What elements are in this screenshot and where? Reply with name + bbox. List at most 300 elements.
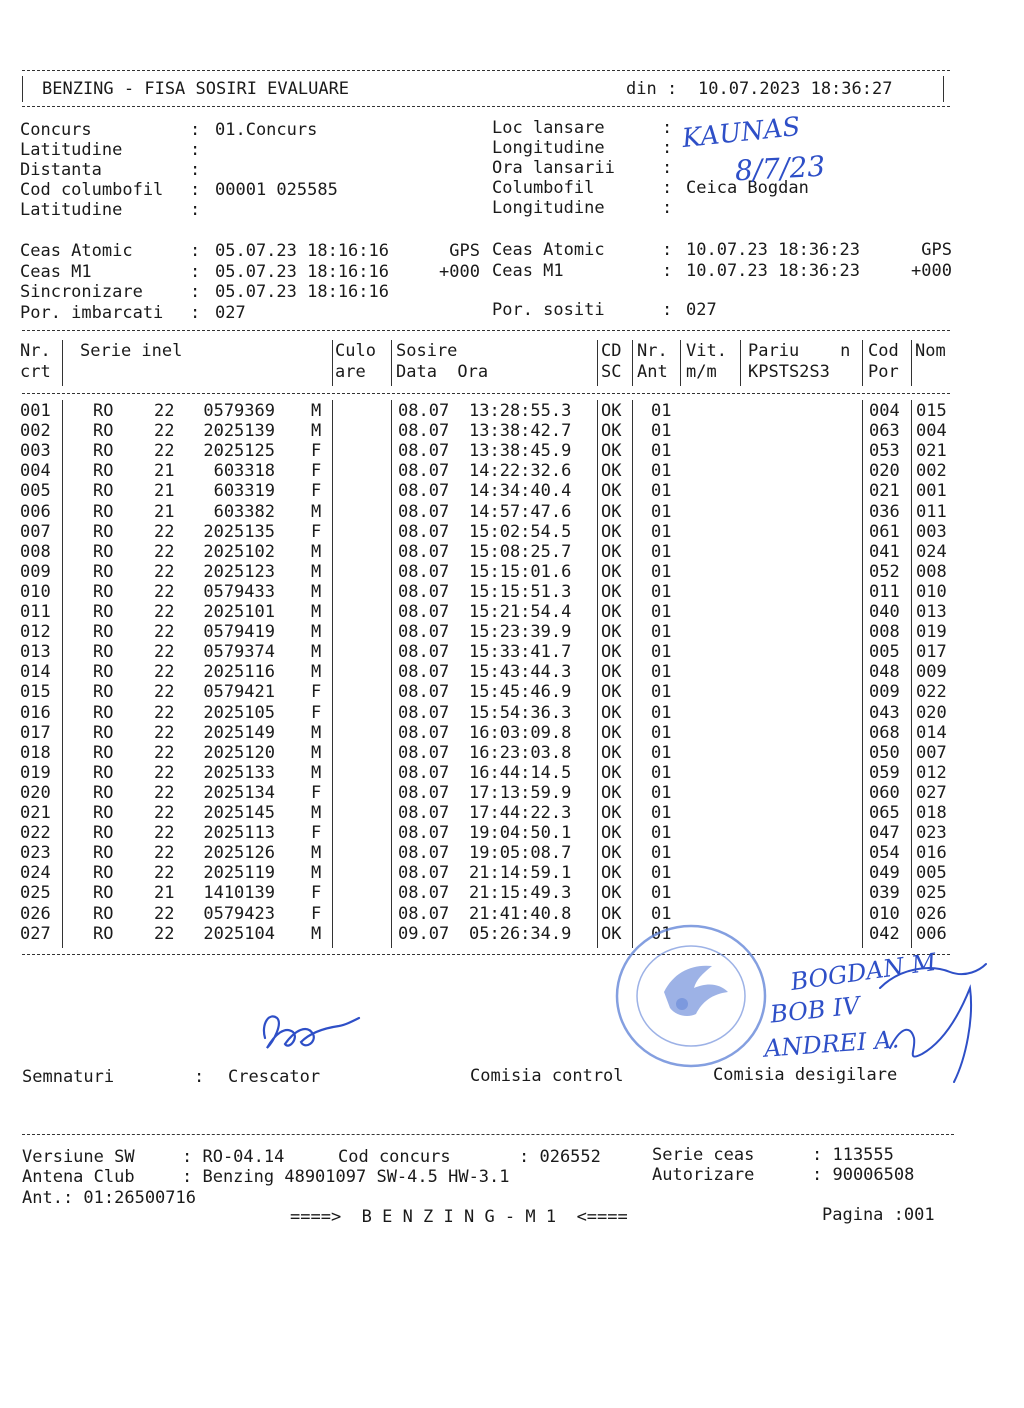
cell-cd: OK bbox=[601, 742, 622, 763]
cell-s: M bbox=[311, 642, 322, 663]
cell-c: RO bbox=[93, 823, 114, 844]
cell-nr: 004 bbox=[20, 461, 51, 482]
cell-data: 08.07 bbox=[398, 762, 450, 783]
cell-c: RO bbox=[93, 581, 114, 602]
clock-right-value: 10.07.23 18:36:23 bbox=[686, 260, 860, 281]
cell-nr: 025 bbox=[20, 883, 51, 904]
clock-left-label: Sincronizare bbox=[20, 282, 143, 302]
cell-c: RO bbox=[93, 501, 114, 522]
cell-s: M bbox=[311, 541, 322, 562]
cell-inel: 2025113 bbox=[203, 823, 275, 844]
cell-cd: OK bbox=[601, 662, 622, 683]
cell-data: 08.07 bbox=[398, 903, 450, 924]
cell-s: F bbox=[311, 682, 322, 703]
table-row bbox=[0, 642, 1024, 662]
ant-line: Ant.: 01:26500716 bbox=[22, 1188, 196, 1208]
cell-cod: 053 bbox=[869, 441, 900, 462]
cell-y: 22 bbox=[154, 441, 175, 462]
header-vit-line2: m/m bbox=[686, 362, 717, 382]
handwritten-signature-2: BOB IV bbox=[768, 991, 862, 1029]
table-row bbox=[0, 723, 1024, 743]
header-column-divider bbox=[597, 340, 598, 386]
handwritten-signature-3: ANDREI A. bbox=[763, 1025, 901, 1063]
cell-cd: OK bbox=[601, 541, 622, 562]
table-row bbox=[0, 843, 1024, 863]
info-right-label: Loc lansare bbox=[492, 118, 605, 138]
cell-data: 08.07 bbox=[398, 742, 450, 763]
cell-s: F bbox=[311, 521, 322, 542]
table-header-rule bbox=[22, 393, 950, 394]
cell-nr: 024 bbox=[20, 863, 51, 884]
clock-left-value: 05.07.23 18:16:16 bbox=[215, 241, 389, 261]
cell-data: 08.07 bbox=[398, 803, 450, 823]
header-top-rule bbox=[22, 70, 950, 71]
header-right-bar bbox=[943, 76, 944, 102]
clock-left-label: Ceas Atomic bbox=[20, 241, 133, 261]
info-right-colon: : bbox=[662, 138, 673, 158]
table-row bbox=[0, 502, 1024, 522]
cell-y: 22 bbox=[154, 742, 175, 763]
cell-y: 22 bbox=[154, 401, 175, 421]
cell-cd: OK bbox=[601, 722, 622, 743]
cell-c: RO bbox=[93, 602, 114, 622]
cell-y: 22 bbox=[154, 642, 175, 663]
cell-data: 08.07 bbox=[398, 441, 450, 462]
cell-nom: 003 bbox=[916, 521, 947, 542]
cell-data: 08.07 bbox=[398, 421, 450, 442]
clock-left-label: Ceas M1 bbox=[20, 261, 92, 282]
date-value: 10.07.2023 18:36:27 bbox=[698, 79, 893, 99]
autorizare-value: : 90006508 bbox=[812, 1165, 915, 1185]
signature-crescator bbox=[255, 1004, 365, 1060]
clock-left-label: Por. imbarcati bbox=[20, 302, 164, 323]
signatures-colon: : bbox=[194, 1067, 205, 1087]
clock-right-suffix: GPS bbox=[921, 240, 952, 260]
cell-cod: 060 bbox=[869, 782, 900, 803]
cell-data: 08.07 bbox=[398, 461, 450, 482]
clock-right-value: 027 bbox=[686, 300, 717, 320]
cell-cod: 040 bbox=[869, 602, 900, 622]
cell-nr: 010 bbox=[20, 581, 51, 602]
cell-ant: 01 bbox=[651, 561, 672, 582]
header-column-divider bbox=[911, 340, 912, 386]
header-sosire-line2: Data Ora bbox=[396, 362, 489, 382]
cell-cod: 036 bbox=[869, 501, 900, 522]
cell-cod: 054 bbox=[869, 843, 900, 864]
cell-cd: OK bbox=[601, 843, 622, 864]
cell-c: RO bbox=[93, 622, 114, 643]
table-row bbox=[0, 582, 1024, 602]
cell-s: M bbox=[311, 803, 322, 823]
cell-cd: OK bbox=[601, 823, 622, 844]
cell-ant: 01 bbox=[651, 481, 672, 502]
header-sosire-line1: Sosire bbox=[396, 341, 458, 361]
cell-cod: 048 bbox=[869, 662, 900, 683]
cell-c: RO bbox=[93, 762, 114, 783]
cell-s: M bbox=[311, 421, 322, 442]
cell-inel: 0579433 bbox=[203, 581, 275, 602]
autorizare-label: Autorizare bbox=[652, 1165, 755, 1185]
cell-y: 21 bbox=[154, 883, 175, 904]
cell-ant: 01 bbox=[651, 501, 672, 522]
cell-ora: 15:15:51.3 bbox=[469, 581, 572, 602]
clock-left-suffix: GPS bbox=[449, 241, 480, 261]
cell-cod: 049 bbox=[869, 863, 900, 884]
cell-ora: 19:04:50.1 bbox=[469, 823, 572, 844]
cell-y: 22 bbox=[154, 863, 175, 884]
cell-ora: 21:14:59.1 bbox=[469, 863, 572, 884]
cell-ora: 16:44:14.5 bbox=[469, 762, 572, 783]
cell-c: RO bbox=[93, 642, 114, 663]
cell-nom: 012 bbox=[916, 762, 947, 783]
info-right-colon: : bbox=[662, 198, 673, 218]
comisia-desigilare-label: Comisia desigilare bbox=[713, 1065, 898, 1085]
cell-ant: 01 bbox=[651, 823, 672, 844]
cell-cd: OK bbox=[601, 682, 622, 703]
cell-cd: OK bbox=[601, 481, 622, 502]
cell-nom: 004 bbox=[916, 421, 947, 442]
cell-cd: OK bbox=[601, 441, 622, 462]
header-bottom-rule bbox=[22, 106, 950, 107]
cell-nom: 011 bbox=[916, 501, 947, 522]
crescator-label: Crescator bbox=[228, 1067, 321, 1087]
cell-cod: 043 bbox=[869, 702, 900, 723]
cell-inel: 0579421 bbox=[203, 682, 275, 703]
cell-nr: 006 bbox=[20, 501, 51, 522]
cell-nom: 027 bbox=[916, 782, 947, 803]
header-nom-line1: Nom bbox=[915, 341, 946, 361]
cell-cd: OK bbox=[601, 642, 622, 663]
cell-cd: OK bbox=[601, 421, 622, 442]
cell-inel: 0579423 bbox=[203, 903, 275, 924]
cell-s: M bbox=[311, 742, 322, 763]
body-column-divider bbox=[597, 400, 598, 948]
stamp-seal bbox=[612, 922, 770, 1070]
cell-nr: 011 bbox=[20, 602, 51, 622]
cell-cd: OK bbox=[601, 581, 622, 602]
cell-nom: 025 bbox=[916, 883, 947, 904]
header-nr-line2: crt bbox=[20, 362, 51, 382]
cell-cod: 065 bbox=[869, 803, 900, 823]
cell-data: 08.07 bbox=[398, 662, 450, 683]
cell-cod: 009 bbox=[869, 682, 900, 703]
antena-value: : Benzing 48901097 SW-4.5 HW-3.1 bbox=[182, 1167, 510, 1187]
cell-y: 22 bbox=[154, 702, 175, 723]
cell-cd: OK bbox=[601, 521, 622, 542]
cell-s: F bbox=[311, 903, 322, 924]
table-row bbox=[0, 662, 1024, 682]
header-column-divider bbox=[632, 340, 633, 386]
cell-inel: 2025119 bbox=[203, 863, 275, 884]
cell-ora: 14:22:32.6 bbox=[469, 461, 572, 482]
cell-nr: 002 bbox=[20, 421, 51, 442]
cell-c: RO bbox=[93, 421, 114, 442]
cell-ora: 17:44:22.3 bbox=[469, 803, 572, 823]
cell-nom: 022 bbox=[916, 682, 947, 703]
header-cd-line1: CD bbox=[601, 341, 622, 361]
cell-nr: 021 bbox=[20, 803, 51, 823]
cell-inel: 2025139 bbox=[203, 421, 275, 442]
table-row bbox=[0, 461, 1024, 481]
cell-y: 21 bbox=[154, 501, 175, 522]
cell-nom: 006 bbox=[916, 923, 947, 944]
cell-ora: 21:15:49.3 bbox=[469, 883, 572, 904]
table-row bbox=[0, 863, 1024, 883]
benzing-banner: ====> B E N Z I N G - M 1 <==== bbox=[290, 1207, 628, 1227]
cell-s: M bbox=[311, 561, 322, 582]
cell-data: 08.07 bbox=[398, 501, 450, 522]
serie-ceas-label: Serie ceas bbox=[652, 1145, 755, 1165]
header-culo-line2: are bbox=[335, 362, 366, 382]
cell-ora: 15:45:46.9 bbox=[469, 682, 572, 703]
versiune-value: : RO-04.14 bbox=[182, 1147, 285, 1167]
cell-data: 08.07 bbox=[398, 823, 450, 844]
cell-ant: 01 bbox=[651, 803, 672, 823]
cell-inel: 0579369 bbox=[203, 401, 275, 421]
cell-c: RO bbox=[93, 843, 114, 864]
cell-data: 08.07 bbox=[398, 642, 450, 663]
cell-s: M bbox=[311, 501, 322, 522]
cell-data: 08.07 bbox=[398, 782, 450, 803]
cell-inel: 2025102 bbox=[203, 541, 275, 562]
cell-nr: 013 bbox=[20, 642, 51, 663]
cell-nom: 024 bbox=[916, 541, 947, 562]
cell-data: 08.07 bbox=[398, 702, 450, 723]
clock-left-value: 05.07.23 18:16:16 bbox=[215, 282, 389, 302]
cell-c: RO bbox=[93, 541, 114, 562]
cell-ora: 15:02:54.5 bbox=[469, 521, 572, 542]
cell-ant: 01 bbox=[651, 702, 672, 723]
cell-ora: 21:41:40.8 bbox=[469, 903, 572, 924]
cell-cd: OK bbox=[601, 622, 622, 643]
cell-inel: 2025120 bbox=[203, 742, 275, 763]
cell-cod: 010 bbox=[869, 903, 900, 924]
cell-inel: 0579419 bbox=[203, 622, 275, 643]
document-title: BENZING - FISA SOSIRI EVALUARE bbox=[42, 79, 350, 99]
cell-data: 08.07 bbox=[398, 541, 450, 562]
versiune-label: Versiune SW bbox=[22, 1147, 135, 1167]
cell-c: RO bbox=[93, 782, 114, 803]
table-bottom-rule bbox=[22, 954, 950, 955]
cell-nom: 009 bbox=[916, 662, 947, 683]
table-row bbox=[0, 763, 1024, 783]
cell-y: 22 bbox=[154, 421, 175, 442]
cell-c: RO bbox=[93, 883, 114, 904]
cell-ant: 01 bbox=[651, 401, 672, 421]
cell-inel: 2025125 bbox=[203, 441, 275, 462]
cell-data: 08.07 bbox=[398, 722, 450, 743]
cell-inel: 2025123 bbox=[203, 561, 275, 582]
cell-nom: 015 bbox=[916, 401, 947, 421]
cell-nom: 002 bbox=[916, 461, 947, 482]
clock-right-suffix: +000 bbox=[911, 260, 952, 281]
cell-nom: 023 bbox=[916, 823, 947, 844]
cell-inel: 2025105 bbox=[203, 702, 275, 723]
cell-cod: 005 bbox=[869, 642, 900, 663]
table-row bbox=[0, 803, 1024, 823]
cell-c: RO bbox=[93, 521, 114, 542]
cell-ant: 01 bbox=[651, 521, 672, 542]
info-left-label: Cod columbofil bbox=[20, 180, 164, 200]
cell-ant: 01 bbox=[651, 843, 672, 864]
cell-s: F bbox=[311, 461, 322, 482]
info-right-label: Ora lansarii bbox=[492, 158, 615, 178]
footer-rule bbox=[22, 1134, 954, 1135]
cell-cod: 041 bbox=[869, 541, 900, 562]
cell-nr: 017 bbox=[20, 722, 51, 743]
cell-s: M bbox=[311, 662, 322, 683]
comisia-control-label: Comisia control bbox=[470, 1066, 624, 1086]
info-left-colon: : bbox=[190, 140, 201, 160]
cell-nom: 005 bbox=[916, 863, 947, 884]
table-top-rule bbox=[22, 330, 950, 331]
cell-ora: 15:54:36.3 bbox=[469, 702, 572, 723]
clock-left-value: 05.07.23 18:16:16 bbox=[215, 261, 389, 282]
cell-ora: 15:08:25.7 bbox=[469, 541, 572, 562]
cell-cod: 052 bbox=[869, 561, 900, 582]
cell-ant: 01 bbox=[651, 782, 672, 803]
cell-y: 22 bbox=[154, 903, 175, 924]
cell-cd: OK bbox=[601, 461, 622, 482]
cell-c: RO bbox=[93, 662, 114, 683]
cell-cod: 059 bbox=[869, 762, 900, 783]
signatures-label: Semnaturi bbox=[22, 1067, 115, 1087]
cell-ora: 17:13:59.9 bbox=[469, 782, 572, 803]
cell-data: 08.07 bbox=[398, 481, 450, 502]
cell-inel: 2025133 bbox=[203, 762, 275, 783]
cell-s: M bbox=[311, 401, 322, 421]
header-cd-line2: SC bbox=[601, 362, 622, 382]
handwritten-location: KAUNAS bbox=[680, 111, 802, 155]
cell-y: 22 bbox=[154, 581, 175, 602]
info-right-label: Longitudine bbox=[492, 198, 605, 218]
cell-data: 08.07 bbox=[398, 602, 450, 622]
header-vit-line1: Vit. bbox=[686, 341, 727, 361]
info-left-colon: : bbox=[190, 180, 201, 200]
cell-y: 22 bbox=[154, 662, 175, 683]
info-left-label: Latitudine bbox=[20, 200, 123, 220]
clock-left-colon: : bbox=[190, 302, 201, 323]
cell-s: F bbox=[311, 481, 322, 502]
table-row bbox=[0, 542, 1024, 562]
cell-inel: 2025134 bbox=[203, 782, 275, 803]
table-row bbox=[0, 823, 1024, 843]
cell-nom: 001 bbox=[916, 481, 947, 502]
cell-ora: 05:26:34.9 bbox=[469, 923, 572, 944]
cell-nr: 003 bbox=[20, 441, 51, 462]
table-row bbox=[0, 924, 1024, 944]
body-column-divider bbox=[391, 400, 392, 948]
cell-s: M bbox=[311, 581, 322, 602]
cell-ant: 01 bbox=[651, 421, 672, 442]
cell-cod: 063 bbox=[869, 421, 900, 442]
cell-nom: 007 bbox=[916, 742, 947, 763]
info-left-colon: : bbox=[190, 120, 201, 140]
cell-s: M bbox=[311, 622, 322, 643]
cell-s: F bbox=[311, 883, 322, 904]
info-right-colon: : bbox=[662, 158, 673, 178]
cell-ora: 13:28:55.3 bbox=[469, 401, 572, 421]
cell-y: 22 bbox=[154, 561, 175, 582]
cell-y: 22 bbox=[154, 622, 175, 643]
table-row bbox=[0, 682, 1024, 702]
clock-right-colon: : bbox=[662, 300, 673, 320]
cell-data: 08.07 bbox=[398, 682, 450, 703]
header-column-divider bbox=[862, 340, 863, 386]
cell-y: 22 bbox=[154, 682, 175, 703]
cell-ora: 15:15:01.6 bbox=[469, 561, 572, 582]
cell-ora: 15:43:44.3 bbox=[469, 662, 572, 683]
cell-inel: 2025135 bbox=[203, 521, 275, 542]
table-row bbox=[0, 441, 1024, 461]
cell-data: 08.07 bbox=[398, 622, 450, 643]
cell-ora: 15:33:41.7 bbox=[469, 642, 572, 663]
table-row bbox=[0, 904, 1024, 924]
cell-ora: 15:21:54.4 bbox=[469, 602, 572, 622]
cell-ant: 01 bbox=[651, 541, 672, 562]
cell-c: RO bbox=[93, 481, 114, 502]
cell-inel: 2025145 bbox=[203, 803, 275, 823]
cell-cod: 020 bbox=[869, 461, 900, 482]
info-right-colon: : bbox=[662, 178, 673, 198]
cell-ant: 01 bbox=[651, 762, 672, 783]
cell-inel: 603319 bbox=[213, 481, 275, 502]
header-column-divider bbox=[62, 340, 63, 386]
cell-cod: 039 bbox=[869, 883, 900, 904]
body-column-divider bbox=[911, 400, 912, 948]
cell-y: 22 bbox=[154, 843, 175, 864]
cell-cod: 047 bbox=[869, 823, 900, 844]
cell-ora: 13:38:42.7 bbox=[469, 421, 572, 442]
cell-inel: 0579374 bbox=[203, 642, 275, 663]
cell-ant: 01 bbox=[651, 581, 672, 602]
cell-nr: 008 bbox=[20, 541, 51, 562]
cell-cd: OK bbox=[601, 903, 622, 924]
cod-concurs-label: Cod concurs bbox=[338, 1147, 451, 1167]
header-cod-line1: Cod bbox=[868, 341, 899, 361]
cell-y: 22 bbox=[154, 923, 175, 944]
cell-c: RO bbox=[93, 903, 114, 924]
cell-cd: OK bbox=[601, 702, 622, 723]
cell-nom: 019 bbox=[916, 622, 947, 643]
header-column-divider bbox=[391, 340, 392, 386]
cell-s: M bbox=[311, 923, 322, 944]
info-left-label: Latitudine bbox=[20, 140, 123, 160]
cell-s: M bbox=[311, 863, 322, 884]
cell-nr: 015 bbox=[20, 682, 51, 703]
cell-c: RO bbox=[93, 401, 114, 421]
info-right-label: Columbofil bbox=[492, 178, 595, 198]
header-cod-line2: Por bbox=[868, 362, 899, 382]
table-row bbox=[0, 703, 1024, 723]
cell-inel: 2025116 bbox=[203, 662, 275, 683]
info-left-value: 01.Concurs bbox=[215, 120, 318, 140]
info-left-colon: : bbox=[190, 200, 201, 220]
cell-nr: 009 bbox=[20, 561, 51, 582]
table-row bbox=[0, 883, 1024, 903]
handwritten-date: 8/7/23 bbox=[734, 149, 826, 188]
cell-nr: 026 bbox=[20, 903, 51, 924]
header-left-bar bbox=[22, 76, 23, 102]
cell-ora: 15:23:39.9 bbox=[469, 622, 572, 643]
table-row bbox=[0, 743, 1024, 763]
cell-ora: 14:57:47.6 bbox=[469, 501, 572, 522]
cell-nr: 012 bbox=[20, 622, 51, 643]
cod-concurs-value: : 026552 bbox=[519, 1147, 601, 1167]
cell-nom: 020 bbox=[916, 702, 947, 723]
info-left-label: Distanta bbox=[20, 160, 102, 180]
cell-nr: 027 bbox=[20, 923, 51, 944]
